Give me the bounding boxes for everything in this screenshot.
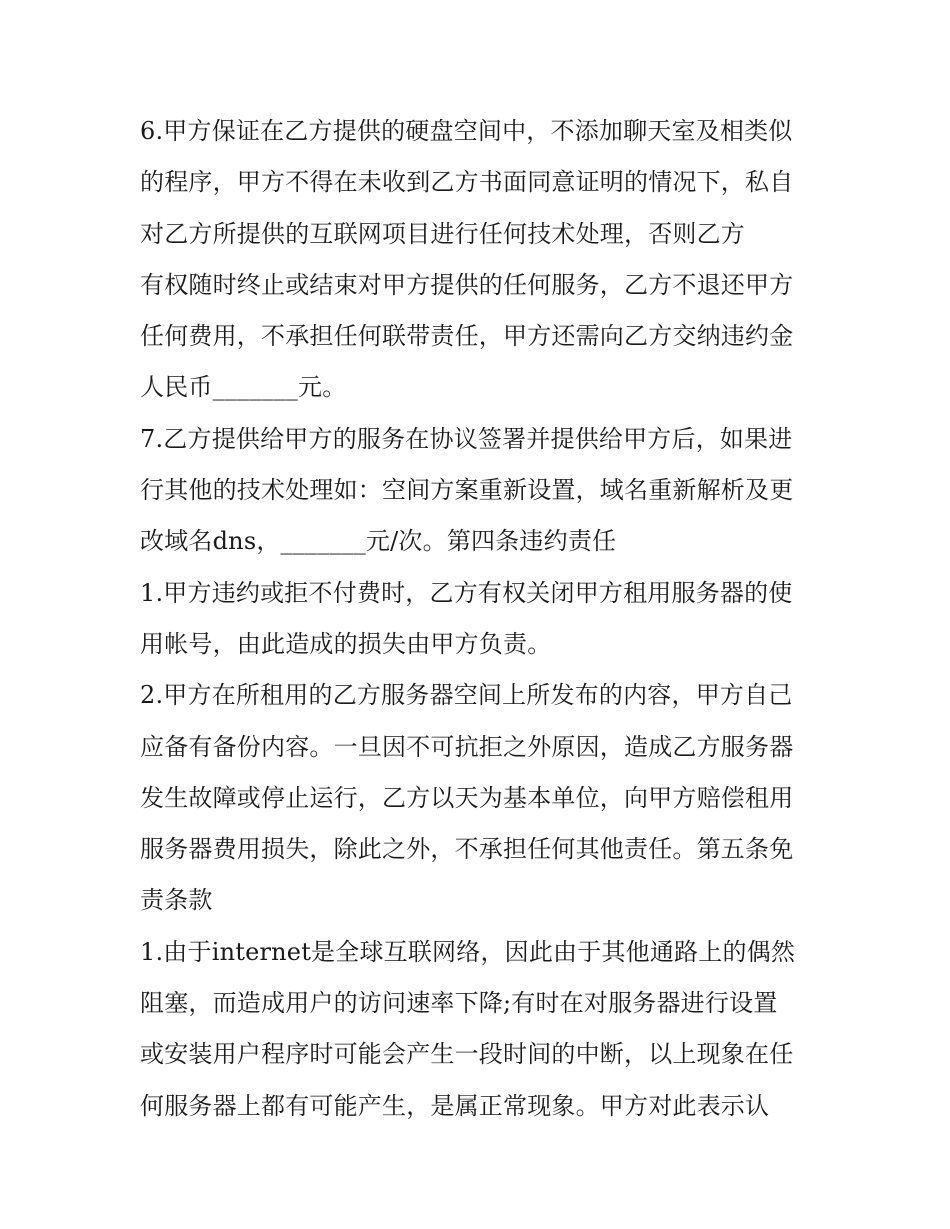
- text-line: 应备有备份内容。一旦因不可抗拒之外原因，造成乙方服务器: [140, 732, 794, 761]
- text-line: 或安装用户程序时可能会产生一段时间的中断，以上现象在任: [140, 1040, 794, 1069]
- text-line: 对乙方所提供的互联网项目进行任何技术处理，否则乙方: [140, 219, 745, 248]
- text-line: 任何费用，不承担任何联带责任，甲方还需向乙方交纳违约金: [140, 322, 794, 351]
- text-line: 1.甲方违约或拒不付费时，乙方有权关闭甲方租用服务器的使: [140, 578, 793, 607]
- text-line: 责条款: [140, 886, 213, 915]
- text-line: 何服务器上都有可能产生，是属正常现象。甲方对此表示认: [140, 1091, 770, 1120]
- text-line: 用帐号，由此造成的损失由甲方负责。: [140, 629, 552, 658]
- document-body: [140, 106, 820, 1132]
- text-line: 人民币_______元。: [140, 373, 347, 402]
- text-line: 的程序，甲方不得在未收到乙方书面同意证明的情况下，私自: [140, 168, 794, 197]
- text-line: 6.甲方保证在乙方提供的硬盘空间中，不添加聊天室及相类似: [140, 117, 793, 145]
- text-line: 阻塞，而造成用户的访问速率下降;有时在对服务器进行设置: [140, 989, 778, 1018]
- text-line: 行其他的技术处理如：空间方案重新设置，域名重新解析及更: [140, 476, 794, 505]
- text-line: 7.乙方提供给甲方的服务在协议签署并提供给甲方后，如果进: [140, 424, 793, 453]
- text-line: 有权随时终止或结束对甲方提供的任何服务，乙方不退还甲方: [140, 270, 794, 299]
- text-line: 改域名dns，_______元/次。第四条违约责任: [140, 527, 617, 556]
- text-line: 服务器费用损失，除此之外，不承担任何其他责任。第五条免: [140, 835, 794, 864]
- text-line: 发生故障或停止运行，乙方以天为基本单位，向甲方赔偿租用: [140, 783, 794, 812]
- text-line: 1.由于internet是全球互联网络，因此由于其他通路上的偶然: [140, 937, 796, 966]
- text-line: 2.甲方在所租用的乙方服务器空间上所发布的内容，甲方自己: [140, 681, 793, 710]
